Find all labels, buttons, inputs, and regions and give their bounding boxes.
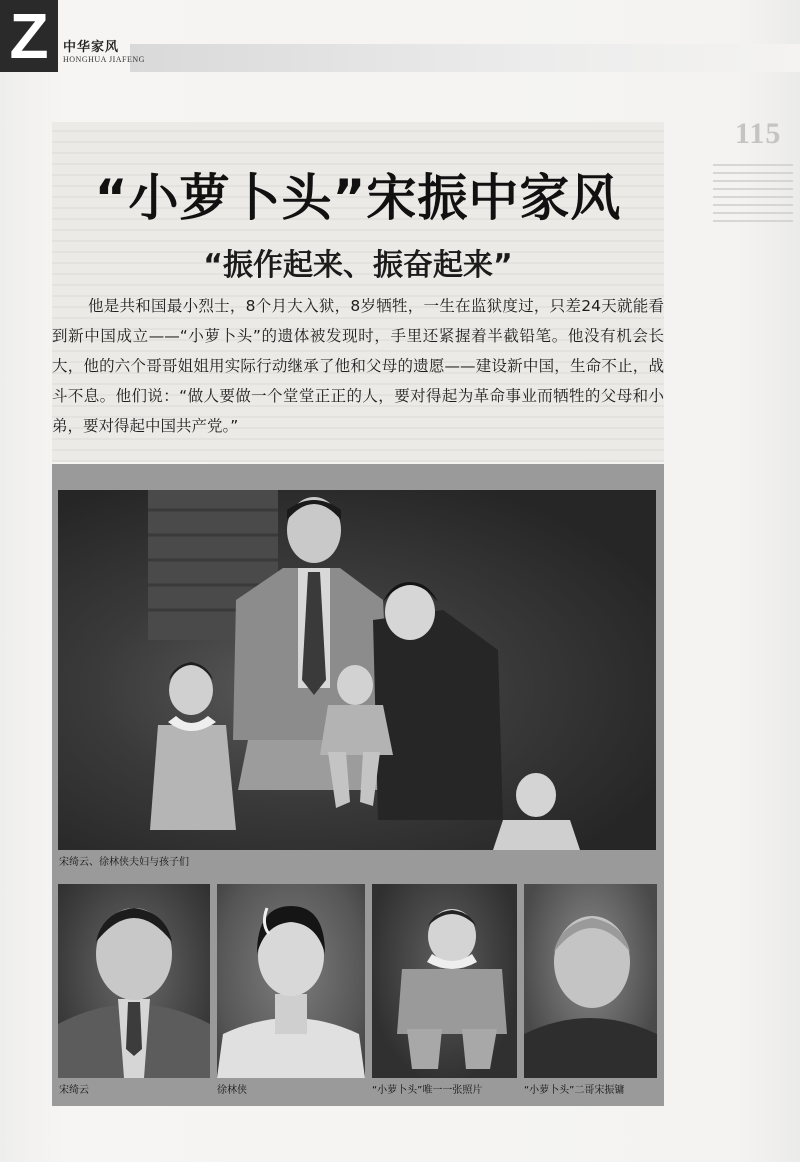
masthead-bar (130, 44, 800, 72)
side-faint-text (713, 160, 793, 222)
article-intro: 他是共和国最小烈士，8个月大入狱，8岁牺牲，一生在监狱度过，只差24天就能看到新中国成立——“小萝卜头”的遗体被发现时，手里还紧握着半截铅笔。他没有机会长大，他的六个哥哥姐姐用实际行动继承了他和父母的遗愿——建设新中国，生命不止，战斗不息。他们说：“做人要做一个堂堂正正的人，要对得起为革命事业而牺牲的父母和小弟，要对得起中国共产党。” (52, 297, 664, 435)
article-title: “小萝卜头”宋振中家风 (94, 169, 622, 227)
family-photo (58, 490, 656, 850)
man-portrait-illustration (58, 884, 210, 1078)
portrait-caption: “小萝卜头”唯一一张照片 (372, 1085, 483, 1096)
mother-figure (373, 582, 503, 820)
baby-portrait-illustration (372, 884, 517, 1078)
portrait-caption: 徐林侠 (217, 1085, 247, 1096)
portrait-caption: “小萝卜头”二哥宋振镛 (524, 1085, 625, 1096)
old-man-portrait-illustration (524, 884, 657, 1078)
portrait-caption: 宋绮云 (59, 1085, 89, 1096)
masthead-title: 中华家风 (63, 40, 120, 55)
article-subtitle: “振作起来、振奋起来” (203, 248, 513, 283)
side-page-number: 115 (735, 117, 782, 150)
masthead-logo-letter: Z (0, 0, 58, 72)
portrait-xu-linxia (217, 884, 365, 1078)
portrait-song-qiyun (58, 884, 210, 1078)
portrait-song-zhenyong (524, 884, 657, 1078)
family-photo-illustration (58, 490, 656, 850)
woman-portrait-illustration (217, 884, 365, 1078)
toddler-figure (493, 773, 580, 850)
family-photo-caption: 宋绮云、徐林侠夫妇与孩子们 (59, 857, 189, 868)
masthead-pinyin: HONGHUA JIAFENG (63, 55, 145, 64)
portrait-little-radish (372, 884, 517, 1078)
girl-figure (150, 662, 236, 830)
